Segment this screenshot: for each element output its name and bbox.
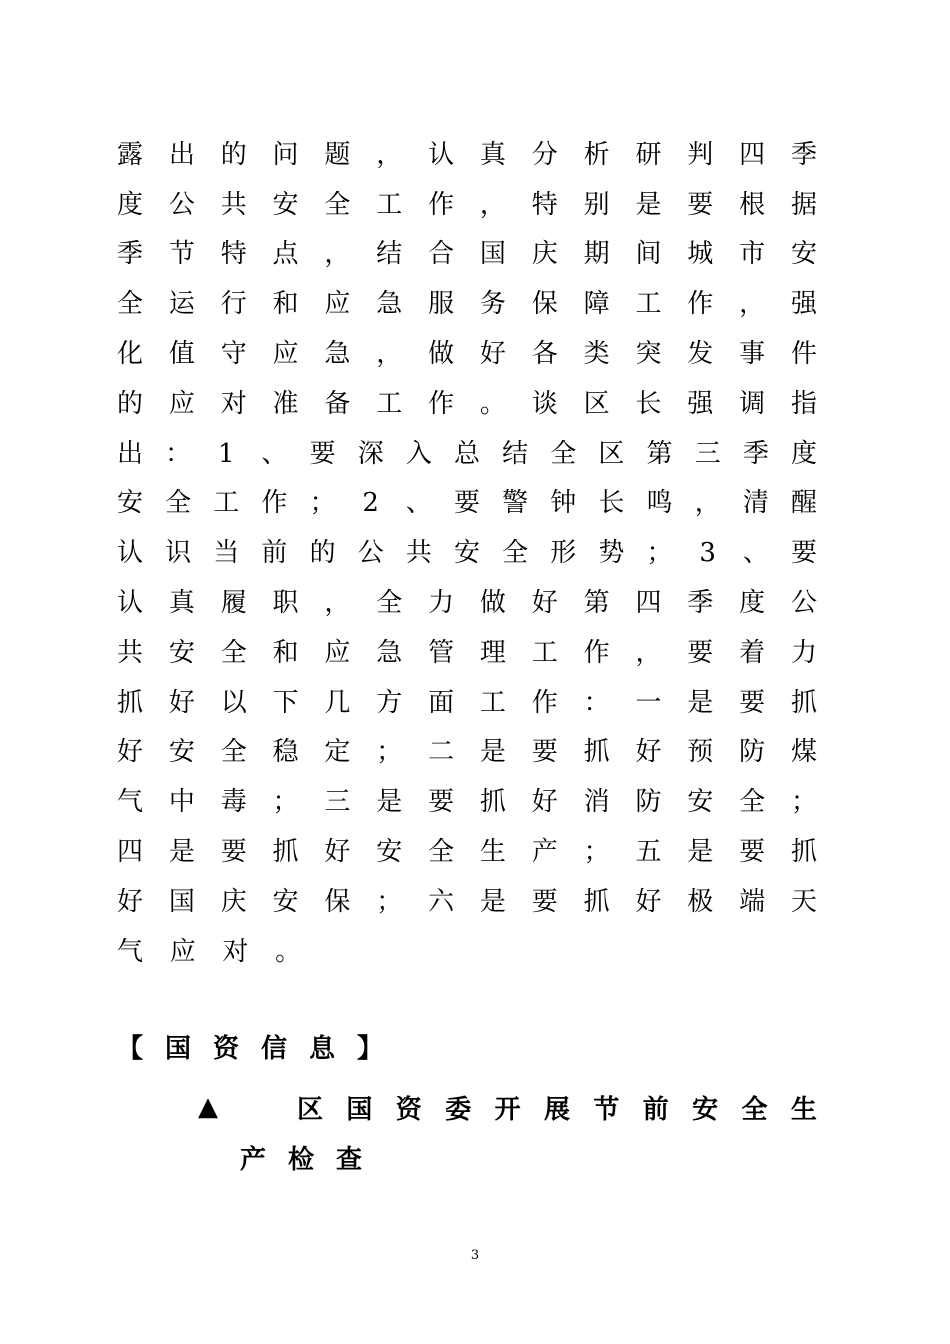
text-char: 二: [428, 737, 455, 768]
text-char: 着: [739, 637, 766, 668]
text-char: 下: [272, 687, 299, 718]
text-char: 认: [117, 538, 144, 569]
text-char: 保: [531, 289, 558, 320]
text-line: [117, 877, 817, 927]
text-char: 六: [428, 886, 455, 917]
text-char: 1: [218, 438, 235, 469]
text-char: 各: [531, 339, 558, 370]
headline-line-2: [240, 1137, 817, 1177]
text-char: 要: [531, 886, 558, 917]
text-char: 对: [220, 388, 247, 419]
text-char: 要: [309, 438, 336, 469]
text-char: 化: [117, 339, 144, 370]
body-paragraph: [117, 130, 817, 977]
text-char: 四: [739, 139, 766, 170]
text-char: ；: [376, 737, 403, 768]
text-char: 应: [272, 339, 299, 370]
text-char: 清: [742, 488, 769, 519]
text-char: 五: [635, 837, 662, 868]
text-char: ；: [790, 787, 817, 818]
text-char: 抓: [583, 886, 610, 917]
text-char: 总: [453, 438, 480, 469]
text-line: [117, 827, 817, 877]
text-char: 是: [479, 886, 506, 917]
text-char: 极: [687, 886, 714, 917]
text-char: 务: [479, 289, 506, 320]
text-line: [117, 578, 817, 628]
text-char: 消: [583, 787, 610, 818]
text-char: 和: [272, 637, 299, 668]
text-char: 季: [742, 438, 769, 469]
text-char: ，: [694, 488, 721, 519]
text-char: 好: [531, 787, 558, 818]
text-char: 好: [324, 837, 351, 868]
text-char: 准: [272, 388, 299, 419]
text-char: 期: [583, 239, 610, 270]
text-char: 公: [357, 538, 384, 569]
text-char: 。: [479, 388, 506, 419]
text-char: 工: [479, 687, 506, 718]
text-char: 作: [531, 687, 558, 718]
title-char: 】: [357, 1034, 384, 1064]
text-char: 安: [168, 737, 195, 768]
text-char: 势: [598, 538, 625, 569]
text-char: 第: [583, 588, 610, 619]
text-line: [117, 130, 817, 180]
text-char: 作: [687, 289, 714, 320]
text-char: 形: [550, 538, 577, 569]
text-char: 安: [117, 488, 144, 519]
text-char: 全: [550, 438, 577, 469]
text-char: 件: [790, 339, 817, 370]
text-char: 运: [168, 289, 195, 320]
text-char: 是: [168, 837, 195, 868]
text-line: [117, 230, 817, 280]
text-char: 要: [687, 637, 714, 668]
text-char: 全: [165, 488, 192, 519]
text-char: ，: [739, 289, 766, 320]
text-char: 调: [739, 388, 766, 419]
text-char: 以: [220, 687, 247, 718]
text-char: 好: [479, 339, 506, 370]
text-char: 要: [739, 837, 766, 868]
text-char: ，: [635, 637, 662, 668]
text-char: 要: [453, 488, 480, 519]
text-char: 庆: [220, 886, 247, 917]
text-char: 安: [376, 837, 403, 868]
text-char: 工: [635, 289, 662, 320]
text-char: 安: [272, 189, 299, 220]
text-char: 对: [222, 936, 249, 967]
text-char: 点: [272, 239, 299, 270]
text-char: 合: [428, 239, 455, 270]
text-line: [117, 927, 817, 977]
text-char: 国: [479, 239, 506, 270]
text-char: 是: [479, 737, 506, 768]
text-char: 防: [739, 737, 766, 768]
text-char: 气: [117, 787, 144, 818]
text-char: 度: [790, 438, 817, 469]
text-char: 安: [790, 239, 817, 270]
text-char: 突: [635, 339, 662, 370]
text-char: ，: [479, 189, 506, 220]
text-char: 安: [453, 538, 480, 569]
text-char: 全: [739, 787, 766, 818]
text-char: 公: [168, 189, 195, 220]
text-char: 的: [220, 139, 247, 170]
text-char: 季: [687, 588, 714, 619]
text-char: 抓: [479, 787, 506, 818]
page-number: 3: [470, 1248, 480, 1263]
title-char: 息: [309, 1034, 336, 1064]
text-char: 要: [220, 837, 247, 868]
headline-char: 开: [494, 1094, 521, 1125]
text-char: 作: [428, 189, 455, 220]
text-char: 认: [117, 588, 144, 619]
text-char: 安: [272, 886, 299, 917]
text-char: 研: [635, 139, 662, 170]
text-char: 共: [117, 637, 144, 668]
text-char: 是: [376, 787, 403, 818]
text-char: ，: [324, 239, 351, 270]
text-char: 好: [117, 737, 144, 768]
text-char: 好: [635, 886, 662, 917]
text-char: 抓: [272, 837, 299, 868]
text-char: 度: [117, 189, 144, 220]
text-char: 方: [376, 687, 403, 718]
text-char: 识: [165, 538, 192, 569]
text-char: 析: [583, 139, 610, 170]
headline-char: 资: [395, 1094, 422, 1125]
text-char: 好: [531, 588, 558, 619]
text-char: ；: [376, 886, 403, 917]
text-char: 值: [168, 339, 195, 370]
text-char: 是: [635, 189, 662, 220]
text-char: 履: [220, 588, 247, 619]
text-char: 应: [324, 289, 351, 320]
text-char: 3: [699, 538, 716, 569]
text-char: 理: [479, 637, 506, 668]
text-char: 别: [583, 189, 610, 220]
text-char: 深: [357, 438, 384, 469]
text-char: 急: [376, 637, 403, 668]
text-char: 抓: [790, 837, 817, 868]
text-char: 安: [168, 637, 195, 668]
text-char: 区: [583, 388, 610, 419]
text-char: 保: [324, 886, 351, 917]
text-char: 强: [790, 289, 817, 320]
text-char: 结: [502, 438, 529, 469]
text-char: 障: [583, 289, 610, 320]
text-char: ，: [376, 339, 403, 370]
text-char: 工: [376, 189, 403, 220]
text-char: 面: [428, 687, 455, 718]
text-char: 全: [117, 289, 144, 320]
text-char: 季: [790, 139, 817, 170]
text-char: 市: [739, 239, 766, 270]
text-char: 强: [687, 388, 714, 419]
text-char: 安: [687, 787, 714, 818]
text-char: 节: [168, 239, 195, 270]
text-char: 三: [694, 438, 721, 469]
text-line: [117, 429, 817, 479]
text-char: 第: [646, 438, 673, 469]
text-char: 的: [117, 388, 144, 419]
headline-char: 生: [790, 1094, 817, 1125]
text-char: ；: [272, 787, 299, 818]
text-char: ；: [583, 837, 610, 868]
text-char: 、: [405, 488, 432, 519]
text-char: 守: [220, 339, 247, 370]
text-char: 毒: [220, 787, 247, 818]
text-char: 定: [324, 737, 351, 768]
text-char: 行: [220, 289, 247, 320]
text-char: 是: [687, 837, 714, 868]
text-char: 全: [376, 588, 403, 619]
text-char: 三: [324, 787, 351, 818]
section-title: [117, 1028, 405, 1065]
text-char: 醒: [790, 488, 817, 519]
text-char: 抓: [117, 687, 144, 718]
text-char: 和: [272, 289, 299, 320]
text-char: 入: [405, 438, 432, 469]
text-char: 稳: [272, 737, 299, 768]
text-char: 。: [275, 936, 302, 967]
text-char: 应: [324, 637, 351, 668]
text-char: ；: [646, 538, 673, 569]
text-char: 发: [687, 339, 714, 370]
text-char: 全: [220, 737, 247, 768]
text-line: [117, 528, 817, 578]
text-char: 产: [531, 837, 558, 868]
text-char: 季: [117, 239, 144, 270]
text-char: 气: [117, 936, 144, 967]
text-char: 煤: [790, 737, 817, 768]
headline-char: 检: [288, 1144, 315, 1175]
text-char: 指: [790, 388, 817, 419]
text-char: 要: [428, 787, 455, 818]
text-char: 好: [117, 886, 144, 917]
text-char: 几: [324, 687, 351, 718]
text-char: 公: [790, 588, 817, 619]
text-char: 服: [428, 289, 455, 320]
text-char: 做: [479, 588, 506, 619]
text-char: ：: [165, 438, 192, 469]
title-char: 信: [261, 1034, 288, 1064]
text-line: [117, 180, 817, 230]
text-char: ，: [376, 139, 403, 170]
headline: [195, 1087, 817, 1177]
text-char: 城: [687, 239, 714, 270]
text-char: 作: [583, 637, 610, 668]
text-char: 分: [531, 139, 558, 170]
text-char: 工: [531, 637, 558, 668]
headline-char: 安: [692, 1094, 719, 1125]
text-char: 急: [376, 289, 403, 320]
text-line: [117, 279, 817, 329]
text-char: 应: [169, 936, 196, 967]
text-char: 好: [635, 737, 662, 768]
text-char: 真: [479, 139, 506, 170]
text-char: 防: [635, 787, 662, 818]
text-char: 、: [261, 438, 288, 469]
title-char: 资: [213, 1034, 240, 1064]
text-char: 四: [635, 588, 662, 619]
text-char: 认: [428, 139, 455, 170]
headline-char: 展: [543, 1094, 570, 1125]
text-char: 好: [168, 687, 195, 718]
text-char: 问: [272, 139, 299, 170]
text-char: 是: [687, 687, 714, 718]
text-char: 特: [531, 189, 558, 220]
text-line: [117, 628, 817, 678]
text-char: 应: [168, 388, 195, 419]
text-char: 间: [635, 239, 662, 270]
text-char: 全: [324, 189, 351, 220]
text-char: 共: [220, 189, 247, 220]
title-char: 国: [165, 1034, 192, 1064]
headline-char: 委: [445, 1094, 472, 1125]
text-char: 结: [376, 239, 403, 270]
text-char: 工: [376, 388, 403, 419]
text-char: 全: [220, 637, 247, 668]
text-char: 钟: [550, 488, 577, 519]
text-char: 备: [324, 388, 351, 419]
text-line: [117, 379, 817, 429]
text-char: ，: [324, 588, 351, 619]
text-char: 区: [598, 438, 625, 469]
text-char: ；: [309, 488, 336, 519]
title-char: 【: [117, 1034, 144, 1064]
text-char: 度: [739, 588, 766, 619]
text-char: 天: [790, 886, 817, 917]
text-char: 当: [213, 538, 240, 569]
text-char: 急: [324, 339, 351, 370]
headline-line-1: [195, 1087, 817, 1127]
text-char: 判: [687, 139, 714, 170]
text-char: 2: [362, 488, 379, 519]
text-char: 生: [479, 837, 506, 868]
text-char: 真: [168, 588, 195, 619]
text-char: 管: [428, 637, 455, 668]
text-char: 、: [742, 538, 769, 569]
text-line: [117, 329, 817, 379]
text-char: 要: [687, 189, 714, 220]
text-char: 庆: [531, 239, 558, 270]
text-char: 鸣: [646, 488, 673, 519]
text-char: 作: [261, 488, 288, 519]
text-char: 做: [428, 339, 455, 370]
text-char: 共: [405, 538, 432, 569]
text-char: 类: [583, 339, 610, 370]
text-char: 全: [502, 538, 529, 569]
text-char: 长: [598, 488, 625, 519]
text-char: 根: [739, 189, 766, 220]
headline-char: 节: [593, 1094, 620, 1125]
text-char: 长: [635, 388, 662, 419]
text-line: [117, 777, 817, 827]
text-char: ：: [583, 687, 610, 718]
text-char: 题: [324, 139, 351, 170]
headline-text: [297, 1089, 817, 1126]
text-char: 工: [213, 488, 240, 519]
text-char: 力: [790, 637, 817, 668]
text-char: 职: [272, 588, 299, 619]
text-char: 抓: [790, 687, 817, 718]
text-char: 力: [428, 588, 455, 619]
text-char: 事: [739, 339, 766, 370]
text-char: 抓: [583, 737, 610, 768]
triangle-marker-icon: ▲: [198, 1092, 218, 1122]
text-char: 一: [635, 687, 662, 718]
text-char: 中: [168, 787, 195, 818]
text-char: 要: [739, 687, 766, 718]
text-char: 出: [168, 139, 195, 170]
headline-char: 产: [240, 1144, 267, 1175]
headline-char: 前: [642, 1094, 669, 1125]
text-char: 露: [117, 139, 144, 170]
headline-char: 国: [346, 1094, 373, 1125]
text-line: [117, 728, 817, 778]
text-char: 国: [168, 886, 195, 917]
text-char: 端: [739, 886, 766, 917]
headline-char: 全: [741, 1094, 768, 1125]
text-char: 作: [428, 388, 455, 419]
text-char: 出: [117, 438, 144, 469]
headline-char: 区: [297, 1094, 324, 1125]
text-char: 前: [261, 538, 288, 569]
text-char: 预: [687, 737, 714, 768]
text-char: 的: [309, 538, 336, 569]
text-char: 要: [790, 538, 817, 569]
text-line: [117, 479, 817, 529]
text-line: [117, 678, 817, 728]
text-char: 全: [428, 837, 455, 868]
text-char: 特: [220, 239, 247, 270]
headline-char: 查: [336, 1144, 363, 1175]
text-char: 据: [790, 189, 817, 220]
text-char: 四: [117, 837, 144, 868]
text-char: 谈: [531, 388, 558, 419]
text-char: 要: [531, 737, 558, 768]
text-char: 警: [502, 488, 529, 519]
